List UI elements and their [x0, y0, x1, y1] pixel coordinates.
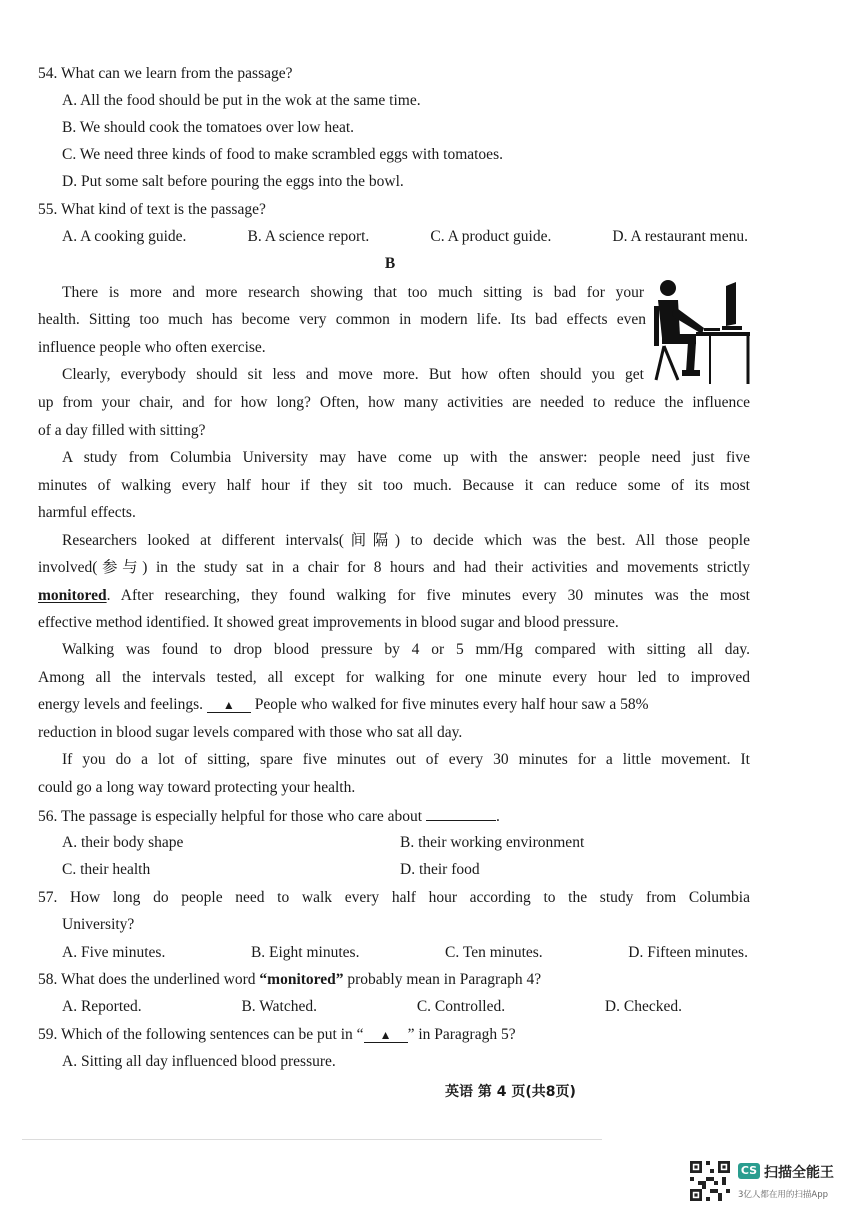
passage-b-p6-line1: If you do a lot of sitting, spare five minutes out of every 30 minutes for a little movement. It	[62, 751, 750, 768]
q54-option-c: C. We need three kinds of food to make scrambled eggs with tomatoes.	[62, 146, 503, 163]
q57-option-b: B. Eight minutes.	[250, 944, 360, 961]
q58-stem-pre: 58. What does the underlined word	[38, 971, 256, 988]
q57-option-d: D. Fifteen minutes.	[628, 944, 748, 961]
q55-stem: 55. What kind of text is the passage?	[38, 201, 266, 218]
passage-b-p4-line3-rest: . After researching, they found walking for five minutes every 30 minutes was the most	[106, 587, 750, 604]
q57-option-a: A. Five minutes.	[62, 944, 166, 961]
passage-b-p4-line4: effective method identified. It showed great improvements in blood sugar and blood pressure.	[38, 614, 619, 631]
passage-b-p3-line1: A study from Columbia University may have come up with the answer: people need just five	[62, 449, 750, 466]
q59-stem	[38, 1025, 750, 1045]
qr-code-icon	[690, 1161, 730, 1201]
q54-option-d: D. Put some salt before pouring the eggs into the bowl.	[62, 173, 404, 190]
q54-option-b: B. We should cook the tomatoes over low heat.	[62, 119, 355, 136]
passage-b-p4-line1: Researchers looked at different intervals(间隔) to decide which was the best. All those people	[62, 532, 750, 549]
q59-answer-blank-marker	[364, 1028, 408, 1043]
answer-blank	[426, 805, 496, 821]
passage-b-p5-line3	[38, 695, 750, 715]
q56-option-b: B. their working environment	[400, 834, 585, 851]
q58-option-d: D. Checked.	[604, 998, 682, 1015]
passage-b-p1-line1: There is more and more research showing that too much sitting is bad for your	[62, 284, 644, 301]
passage-b-p5-line1: Walking was found to drop blood pressure by 4 or 5 mm/Hg compared with sitting all day.	[62, 641, 750, 658]
q57-stem-line2: University?	[62, 916, 135, 933]
passage-b-p1-line2: health. Sitting too much has become very common in modern life. Its bad effects even	[38, 311, 646, 328]
q56-option-c: C. their health	[62, 861, 151, 878]
passage-b-p2-line1: Clearly, everybody should sit less and move more. But how often should you get	[62, 366, 644, 383]
q55-option-c: C. A product guide.	[430, 228, 552, 245]
q56-stem-text: 56. The passage is especially helpful for those who care about	[38, 808, 423, 825]
passage-b-p3-line3: harmful effects.	[38, 504, 136, 521]
q58-option-b: B. Watched.	[241, 998, 317, 1015]
q58-stem-post: probably mean in Paragraph 4?	[347, 971, 542, 988]
passage-b-p4-line3	[38, 586, 750, 606]
q58-option-a: A. Reported.	[62, 998, 142, 1015]
passage-b-p1-line3: influence people who often exercise.	[38, 339, 266, 356]
q54-stem: 54. What can we learn from the passage?	[38, 65, 293, 82]
passage-b-p5-line3-post: People who walked for five minutes every half hour saw a 58%	[254, 696, 649, 713]
q55-options	[62, 227, 748, 247]
triangle-icon: ▲	[222, 698, 235, 712]
q58-option-c: C. Controlled.	[416, 998, 506, 1015]
q58-stem	[38, 970, 750, 990]
q58-stem-word: “monitored”	[259, 971, 344, 988]
q55-option-d: D. A restaurant menu.	[612, 228, 748, 245]
section-b-heading: B	[384, 255, 396, 272]
underlined-word-monitored: monitored	[38, 587, 107, 604]
q54-option-a: A. All the food should be put in the wok at the same time.	[62, 92, 421, 109]
passage-b-p2-line3: of a day filled with sitting?	[38, 422, 206, 439]
q56-option-d: D. their food	[400, 861, 480, 878]
q59-stem-pre: 59. Which of the following sentences can be put in “	[38, 1026, 364, 1043]
q58-options	[62, 997, 682, 1017]
passage-b-p2-line2: up from your chair, and for how long? Often, how many activities are needed to reduce the influence	[38, 394, 750, 411]
q59-stem-post: ” in Paragragh 5?	[407, 1026, 516, 1043]
passage-b-p4-line2: involved(参与) in the study sat in a chair for 8 hours and had their activities and movements strictly	[38, 559, 750, 576]
passage-b-p6-line2: could go a long way toward protecting your health.	[38, 779, 356, 796]
q59-option-a: A. Sitting all day influenced blood pressure.	[62, 1053, 336, 1070]
divider	[22, 1139, 602, 1140]
passage-b-p3-line2: minutes of walking every half hour if they sit too much. Because it can reduce some of its most	[38, 477, 750, 494]
passage-b-p5-line3-pre: energy levels and feelings.	[38, 696, 203, 713]
triangle-icon: ▲	[379, 1028, 392, 1042]
answer-blank-marker	[207, 698, 251, 713]
q55-option-a: A. A cooking guide.	[62, 228, 187, 245]
page-footer: 英语 第 4 页(共8页)	[445, 1084, 576, 1100]
q56-option-a: A. their body shape	[62, 834, 184, 851]
passage-b-p5-line2: Among all the intervals tested, all except for walking for one minute every hour led to improved	[38, 669, 750, 686]
camscanner-logo-icon: CS	[738, 1163, 760, 1179]
q57-stem-line1: 57. How long do people need to walk every half hour according to the study from Columbia	[38, 889, 750, 906]
q57-option-c: C. Ten minutes.	[445, 944, 543, 961]
q57-options	[62, 943, 748, 963]
watermark-brand: 扫描全能王	[764, 1165, 834, 1181]
passage-b-p5-line4: reduction in blood sugar levels compared with those who sat all day.	[38, 724, 463, 741]
q55-option-b: B. A science report.	[247, 228, 370, 245]
q56-stem: 56. The passage is especially helpful for those who care about .	[38, 805, 750, 827]
sitting-person-illustration	[652, 276, 752, 386]
watermark-slogan: 3亿人都在用的扫描App	[738, 1190, 829, 1200]
